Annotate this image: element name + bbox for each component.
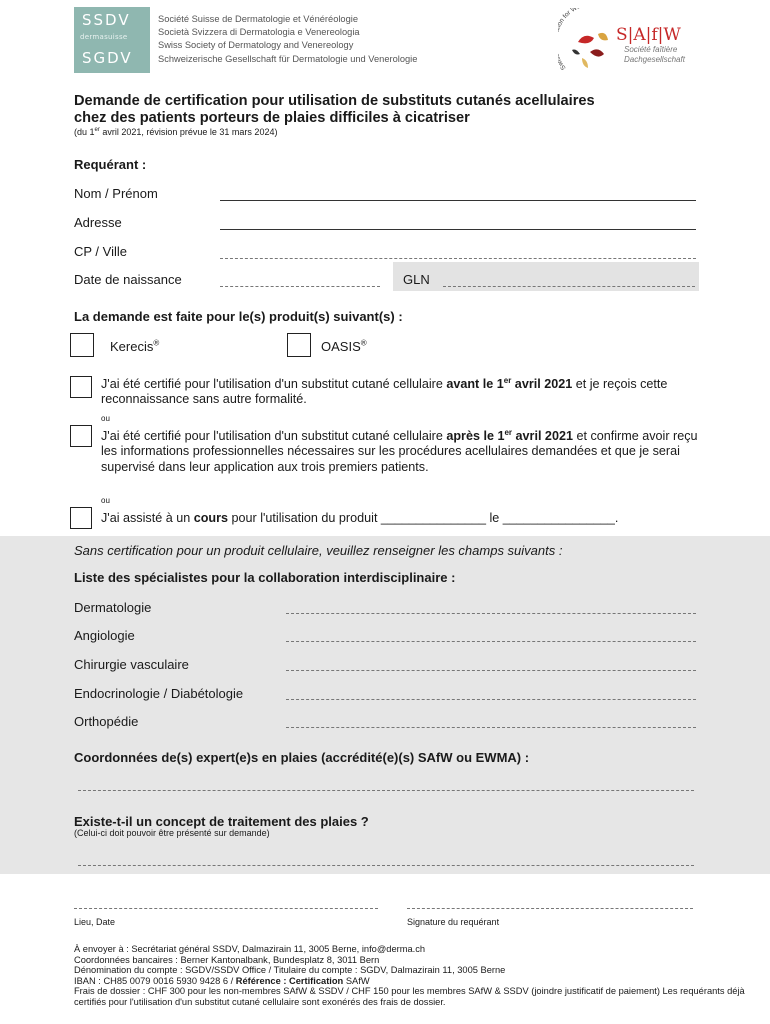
- requerant-heading: Requérant :: [74, 157, 147, 172]
- oasis-reg: ®: [360, 338, 367, 348]
- sans-cert-intro: Sans certification pour un produit cellulaire, veuillez renseigner les champs suivants :: [74, 543, 563, 558]
- nom-label: Nom / Prénom: [74, 186, 158, 201]
- option-apres-checkbox[interactable]: [70, 425, 92, 447]
- gln-label: GLN: [403, 272, 430, 287]
- ou-separator-1: ou: [101, 414, 110, 423]
- opt1-sup: er: [503, 375, 512, 385]
- document-title: [74, 93, 714, 127]
- kerecis-reg: ®: [153, 338, 160, 348]
- opt1-text-b: et je reçois cette reconnaissance sans autre formalité.: [101, 377, 668, 407]
- kerecis-text: Kerecis: [110, 339, 154, 354]
- sgdv-logo-text: SGDV: [82, 49, 133, 67]
- safw-arc-text: S n for W: [558, 8, 579, 72]
- opt1-text-a: J'ai été certifié pour l'utilisation d'un substitut cutané cellulaire: [101, 377, 447, 391]
- gln-field[interactable]: [443, 272, 695, 287]
- option-cours-checkbox[interactable]: [70, 507, 92, 529]
- spec-chirurgie-label: Chirurgie vasculaire: [74, 657, 189, 672]
- spec-angiologie-label: Angiologie: [74, 628, 135, 643]
- footer-iban: [74, 976, 754, 987]
- produits-heading: La demande est faite pour le(s) produit(s) suivant(s) :: [74, 309, 403, 324]
- option-apres-text: [101, 429, 701, 475]
- title-line-2: chez des patients porteurs de plaies difficiles à cicatriser: [74, 110, 470, 126]
- footer-info: [74, 944, 754, 1008]
- opt2-sup: er: [504, 427, 513, 437]
- nom-field[interactable]: [220, 186, 696, 201]
- opt3-text-a: J'ai assisté à un: [101, 511, 194, 525]
- naissance-field[interactable]: [220, 272, 380, 287]
- experts-field[interactable]: [78, 777, 694, 791]
- opt2-text-a: J'ai été certifié pour l'utilisation d'un substitut cutané cellulaire: [101, 429, 447, 443]
- title-line-1: Demande de certification pour utilisation de substituts cutanés acellulaires: [74, 93, 595, 109]
- society-name-en: Swiss Society of Dermatology and Venereology: [158, 40, 354, 51]
- subtitle-part-b: avril 2021, révision prévue le 31 mars 2024): [99, 127, 278, 137]
- liste-specialistes-heading: Liste des spécialistes pour la collaboration interdisciplinaire :: [74, 570, 456, 585]
- safw-sub-de: Dachgesellschaft: [624, 55, 685, 64]
- safw-letters: S|A|f|W: [616, 25, 681, 45]
- experts-heading: Coordonnées de(s) expert(e)s en plaies (accrédité(e)(s) SAfW ou EWMA) :: [74, 750, 530, 765]
- spec-endocrinologie-label: Endocrinologie / Diabétologie: [74, 686, 244, 701]
- spec-angiologie-field[interactable]: [286, 628, 696, 642]
- document-subtitle: [74, 127, 277, 137]
- oasis-text: OASIS: [321, 339, 361, 354]
- iban-suffix: SAfW: [343, 975, 370, 986]
- spec-dermatologie-label: Dermatologie: [74, 600, 152, 615]
- naissance-label: Date de naissance: [74, 272, 182, 287]
- spec-orthopedie-field[interactable]: [286, 714, 696, 728]
- ssdv-logo: [74, 7, 150, 73]
- safw-sub-fr: Société faîtière: [624, 45, 678, 54]
- opt3-bold: cours: [193, 511, 229, 525]
- iban-text: IBAN : CH85 0079 0016 5930 9428 6 /: [74, 975, 236, 986]
- subtitle-sup: er: [94, 127, 100, 133]
- opt1-bold: avant le 1: [446, 377, 504, 391]
- opt1-bold2: avril 2021: [511, 377, 573, 391]
- spec-chirurgie-field[interactable]: [286, 657, 696, 671]
- opt2-bold2: avril 2021: [512, 429, 573, 443]
- kerecis-label: [110, 339, 159, 354]
- ou-separator-2: ou: [101, 496, 110, 505]
- option-avant-checkbox[interactable]: [70, 376, 92, 398]
- opt2-bold: après le 1: [446, 429, 505, 443]
- footer-envoyer: À envoyer à : Secrétariat général SSDV, Dalmazirain 11, 3005 Berne, info@derma.ch: [74, 944, 426, 954]
- opt2-text-b: et confirme avoir reçu les informations professionnelles nécessaires sur les procédures acellulaires demandées et que je serai supervisé dans leur application aux trois premiers patients.: [101, 429, 698, 474]
- option-avant-text: [101, 377, 701, 408]
- footer-frais: Frais de dossier : CHF 300 pour les non-membres SAfW & SSDV / CHF 150 pour les membres SAfW & SSDV (joindre justificatif de paiement) Les requérants déjà certifiés pour l'utilisation d'un substitut cutané cellulaire sont exonérés des frais de dossier.: [74, 986, 745, 1007]
- option-cours-text: [101, 511, 721, 526]
- concept-heading: Existe-t-il un concept de traitement des plaies ?: [74, 814, 369, 829]
- kerecis-checkbox[interactable]: [70, 333, 94, 357]
- spec-dermatologie-field[interactable]: [286, 600, 696, 614]
- society-names: [158, 13, 417, 66]
- lieu-date-label: Lieu, Date: [74, 917, 116, 927]
- adresse-field[interactable]: [220, 215, 696, 230]
- iban-reference: Référence : Certification: [235, 975, 344, 986]
- footer-bank: Coordonnées bancaires : Berner Kantonalbank, Bundesplatz 8, 3011 Bern: [74, 954, 380, 965]
- society-name-it: Società Svizzera di Dermatologia e Venereologia: [158, 27, 360, 38]
- oasis-checkbox[interactable]: [287, 333, 311, 357]
- concept-note: (Celui-ci doit pouvoir être présenté sur demande): [74, 828, 270, 838]
- footer-account: Dénomination du compte : SGDV/SSDV Office / Titulaire du compte : SGDV, Dalmazirain 11, 3005 Berne: [74, 965, 506, 976]
- concept-field[interactable]: [78, 852, 694, 866]
- adresse-label: Adresse: [74, 215, 122, 230]
- safw-logo: [558, 8, 700, 82]
- society-name-de: Schweizerische Gesellschaft für Dermatologie und Venerologie: [158, 53, 418, 64]
- ssdv-logo-text: SSDV: [82, 11, 131, 29]
- ssdv-logo-tagline: dermasuisse: [80, 33, 128, 41]
- spec-endocrinologie-field[interactable]: [286, 686, 696, 700]
- opt3-text-b: pour l'utilisation du produit _______________ le ________________.: [228, 511, 619, 525]
- lieu-date-field[interactable]: [74, 896, 378, 909]
- oasis-label: [321, 339, 367, 354]
- cp-ville-label: CP / Ville: [74, 244, 127, 259]
- society-name-fr: Société Suisse de Dermatologie et Vénéréologie: [158, 14, 359, 24]
- spec-orthopedie-label: Orthopédie: [74, 714, 139, 729]
- signature-field[interactable]: [407, 896, 693, 909]
- subtitle-part-a: (du 1: [74, 127, 95, 137]
- signature-label: Signature du requérant: [407, 917, 500, 927]
- cp-ville-field[interactable]: [220, 244, 696, 259]
